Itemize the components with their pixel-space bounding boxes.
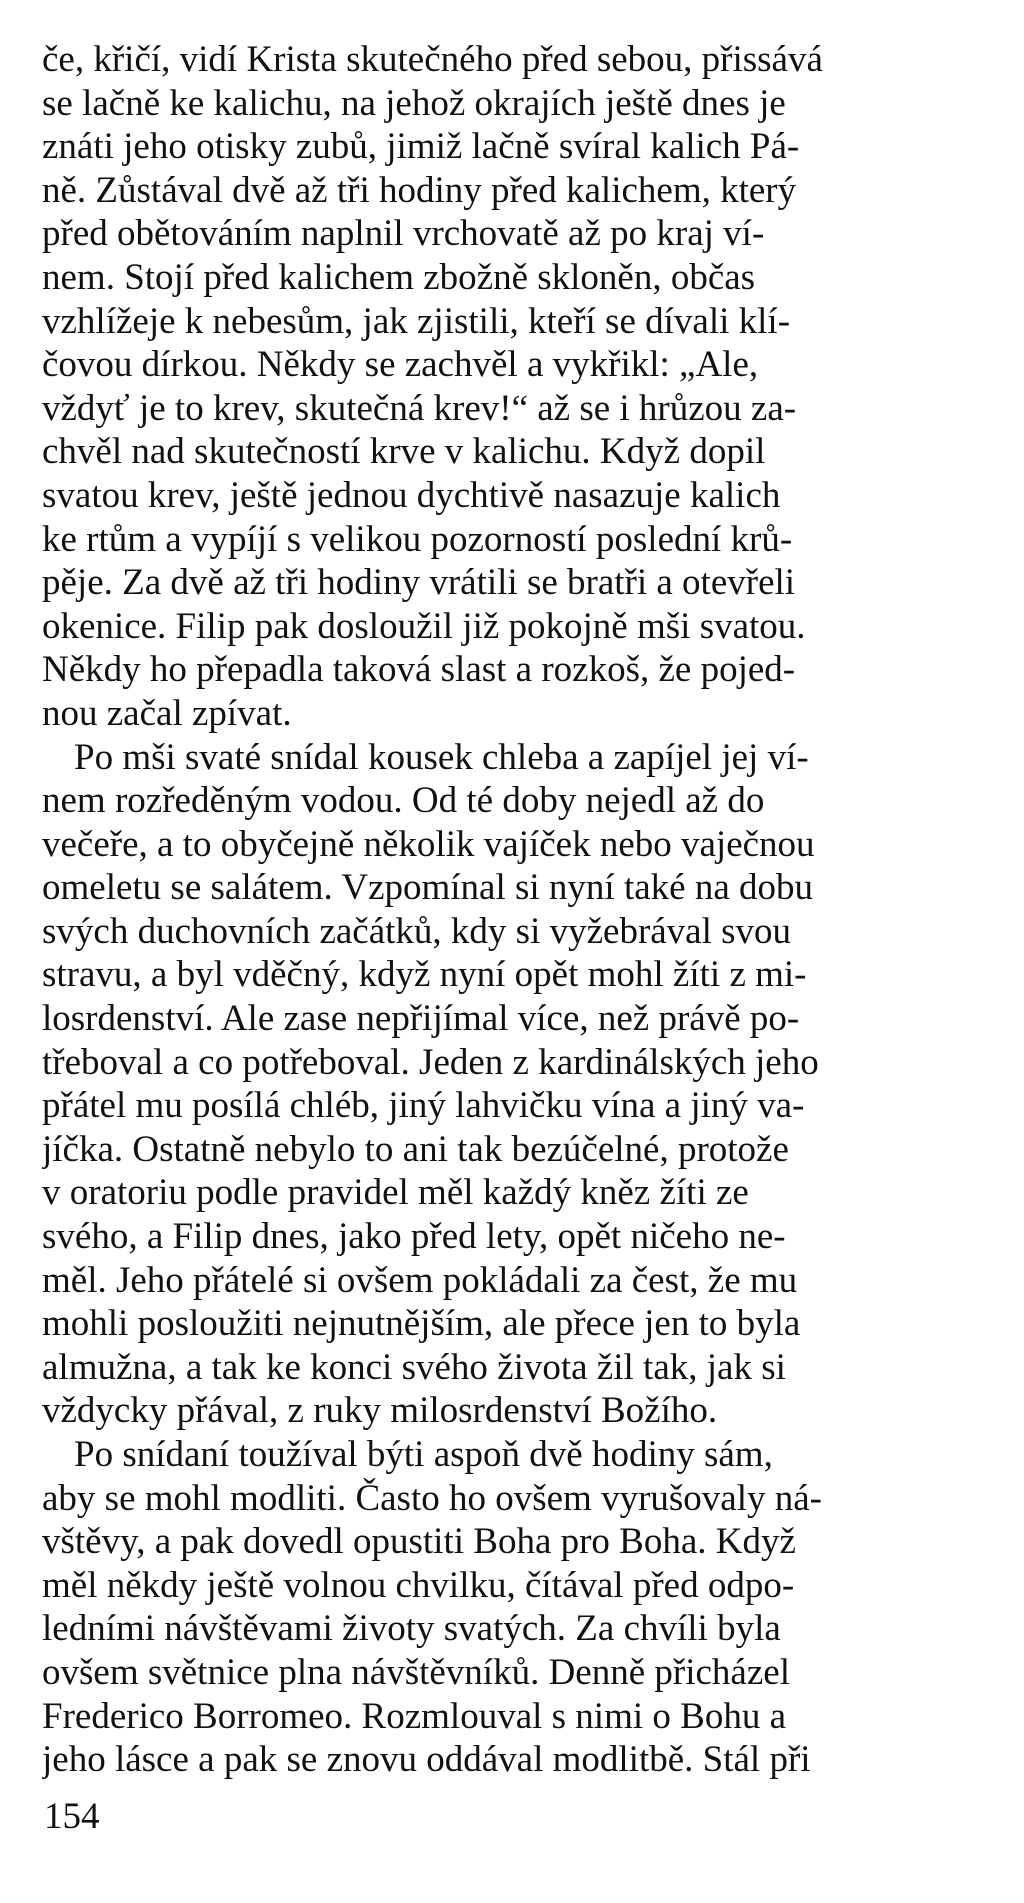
text-line: jíčka. Ostatně nebylo to ani tak bezúčelné, protože: [42, 1128, 789, 1170]
text-line: nem. Stojí před kalichem zbožně skloněn, občas: [42, 256, 756, 298]
text-line: měl. Jeho přátelé si ovšem pokládali za čest, že mu: [42, 1259, 798, 1301]
text-line: v oratoriu podle pravidel měl každý kněz žíti ze: [42, 1172, 749, 1214]
text-line: omeletu se salátem. Vzpomínal si nyní také na dobu: [42, 867, 814, 909]
text-line: pěje. Za dvě až tři hodiny vrátili se bratři a otevřeli: [42, 562, 796, 604]
text-line: ke rtům a vypíjí s velikou pozorností poslední krů-: [42, 518, 793, 560]
text-line: před obětováním naplnil vrchovatě až po kraj ví-: [42, 213, 765, 255]
text-line: svatou krev, ještě jednou dychtivě nasazuje kalich: [42, 474, 781, 516]
text-line: aby se mohl modliti. Často ho ovšem vyrušovaly ná-: [42, 1477, 822, 1519]
text-line: nou začal zpívat.: [42, 692, 292, 734]
text-line: se lačně ke kalichu, na jehož okrajích ještě dnes je: [42, 82, 786, 124]
text-line: nem rozředěným vodou. Od té doby nejedl až do: [42, 780, 765, 822]
text-line: Po snídaní toužíval býti aspoň dvě hodiny sám,: [74, 1434, 773, 1475]
text-line: losrdenství. Ale zase nepřijímal více, než právě po-: [42, 998, 800, 1040]
text-line: ovšem světnice plna návštěvníků. Denně přicházel: [42, 1651, 790, 1693]
text-line: Po mši svaté snídal kousek chleba a zapíjel jej ví-: [74, 736, 809, 778]
text-line: třeboval a co potřeboval. Jeden z kardinálských jeho: [42, 1041, 819, 1083]
text-line: znáti jeho otisky zubů, jimiž lačně svíral kalich Pá-: [42, 126, 800, 168]
text-line: almužna, a tak ke konci svého života žil tak, jak si: [42, 1346, 786, 1388]
text-line: vždycky přával, z ruky milosrdenství Božího.: [42, 1390, 718, 1432]
text-line: večeře, a to obyčejně několik vajíček nebo vaječnou: [42, 823, 815, 865]
text-line: Někdy ho přepadla taková slast a rozkoš, že pojed-: [42, 649, 796, 691]
text-line: chvěl nad skutečností krve v kalichu. Když dopil: [42, 431, 766, 473]
text-line: svých duchovních začátků, kdy si vyžebrával svou: [42, 910, 792, 952]
text-line: měl někdy ještě volnou chvilku, čítával před odpo-: [42, 1564, 795, 1606]
text-line: svého, a Filip dnes, jako před lety, opět ničeho ne-: [42, 1216, 786, 1258]
text-line: okenice. Filip pak dosloužil již pokojně mši svatou.: [42, 605, 806, 647]
text-line: Frederico Borromeo. Rozmlouval s nimi o Bohu a: [42, 1695, 786, 1737]
text-line: čovou dírkou. Někdy se zachvěl a vykřikl: „Ale,: [42, 344, 759, 386]
text-line: vštěvy, a pak dovedl opustiti Boha pro Boha. Když: [42, 1521, 796, 1563]
text-line: vždyť je to krev, skutečná krev!“ až se i hrůzou za-: [42, 387, 797, 429]
text-line: ledními návštěvami životy svatých. Za chvíli byla: [42, 1608, 781, 1650]
text-line: přátel mu posílá chléb, jiný lahvičku vína a jiný va-: [42, 1085, 805, 1127]
body-text: [42, 38, 990, 1782]
text-line: ně. Zůstával dvě až tři hodiny před kalichem, který: [42, 169, 797, 211]
text-line: vzhlížeje k nebesům, jak zjistili, kteří se dívali klí-: [42, 300, 791, 342]
text-line: stravu, a byl vděčný, když nyní opět mohl žíti z mi-: [42, 954, 807, 996]
text-line: mohli posloužiti nejnutnějším, ale přece jen to byla: [42, 1303, 801, 1345]
text-line: jeho lásce a pak se znovu oddával modlitbě. Stál při: [42, 1739, 811, 1781]
page-number: 154: [44, 1796, 100, 1837]
text-line: če, křičí, vidí Krista skutečného před sebou, přissává: [42, 39, 823, 80]
